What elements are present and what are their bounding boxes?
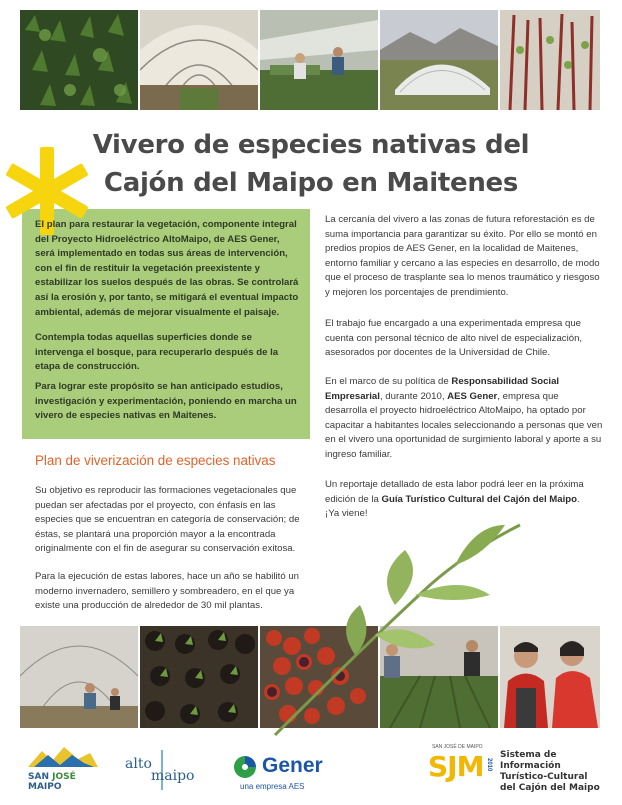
right-paragraph-3 <box>325 375 603 463</box>
sanjose-line-2: JOSÉ <box>52 772 76 782</box>
photo-potted-seedlings <box>140 626 258 728</box>
right-p4-text-a: Un reportaje detallado de esta labor podrá leer en la próxima edición de la <box>325 479 584 505</box>
section-paragraph-1: Su objetivo es reproducir las formaciones vegetacionales que puedan ser afectadas por el proyecto, con énfasis en las especies que se encuentran en categoría de conservación; de éstas, se plantará una proporción mayor a la encontrada originalmente con el fin de asegurar su conservación exitosa. <box>35 485 300 555</box>
sjm-line-3: del Cajón del Maipo <box>500 783 600 793</box>
altomaipo-maipo: maipo <box>151 768 195 784</box>
photo-seedling-trays <box>20 10 138 110</box>
mountain-icon <box>28 745 98 767</box>
sjm-line-2: Turístico-Cultural <box>500 772 588 782</box>
section-heading: Plan de viverización de especies nativas <box>35 453 276 468</box>
right-p3-text-e: , empresa que desarrolla el proyecto hidroeléctrico AltoMaipo, ha optado por capacitar a habitantes locales seleccionando a personas que ven en el vivero una oportunidad de surgimiento laboral y aporte a su ingreso familiar. <box>325 390 603 460</box>
right-p4-coming: ¡Ya viene! <box>325 508 368 520</box>
right-p3-rse: Responsabilidad Social Empresarial <box>325 376 560 402</box>
gener-swirl-icon <box>232 754 258 780</box>
photo-greenhouse-interior <box>140 10 258 110</box>
sjm-letters: SJM <box>428 750 484 783</box>
intro-paragraph-2: Contempla todas aquellas superficies donde se intervenga el bosque, para recuperarlo después de la etapa de construcción. <box>35 332 279 373</box>
photo-workers-greenhouse <box>260 10 378 110</box>
right-paragraph-2: El trabajo fue encargado a una experimentada empresa que cuenta con personal técnico de alto nivel de especialización, asesorados por docentes de la Universidad de Chile. <box>325 318 583 359</box>
sjm-year: 2010 <box>486 758 492 772</box>
sjm-line-1: Sistema de Información <box>500 750 561 771</box>
right-p3-text-c: , durante 2010, <box>379 390 448 402</box>
gener-name: Gener <box>262 754 323 777</box>
sanjose-line-1: SAN <box>28 772 49 782</box>
right-p4-text-c: . <box>577 493 580 505</box>
right-paragraph-1: La cercanía del vivero a las zonas de futura reforestación es de suma importancia para garantizar su éxito. Por ello se montó en predios propios de AES Gener, en la localidad de Maitenes, entorno familiar y cercano a las especies en desarrollo, de modo que el proceso de trasplante sea lo menos traumático y riesgoso y mejoren los porcentajes de prendimiento. <box>325 214 600 298</box>
sjm-logo <box>426 744 606 800</box>
photo-red-stems <box>500 10 600 110</box>
section-paragraph-2: Para la ejecución de estas labores, hace un año se habilitó un moderno invernadero, semillero y sombreadero, en el que ya existe una producción de alrededor de 30 mil plantas. <box>35 571 300 612</box>
right-p3-text-a: En el marco de su política de <box>325 376 452 387</box>
photo-greenhouse-exterior <box>380 10 498 110</box>
photo-greenhouse-workers <box>20 626 138 728</box>
aes-gener-logo <box>232 752 342 796</box>
title-line-1: Vivero de especies nativas del <box>92 130 530 160</box>
branch-decoration <box>255 505 525 745</box>
intro-paragraph-3: Para lograr este propósito se han anticipado estudios, investigación y experimentación, poniendo en marcha un vivero de especies nativas en Maitenes. <box>35 381 297 422</box>
intro-paragraph-1: El plan para restaurar la vegetación, componente integral del Proyecto Hidroeléctrico AltoMaipo, de AES Gener, será implementado en todas sus áreas de intervención, con el fin de restituir la vegetación preexistente y estabilizar los suelos después de las obras. Se controlará así la erosión y, por tanto, se mitigará el eventual impacto ambiental, además de mejorar visualmente el paisaje. <box>35 219 299 318</box>
gener-tagline: una empresa AES <box>240 782 305 791</box>
right-p4-guide: Guía Turístico Cultural del Cajón del Maipo <box>381 493 577 505</box>
sjm-small-text: SAN JOSÉ DE MAIPO <box>432 744 483 750</box>
san-jose-maipo-logo <box>28 745 98 797</box>
sanjose-line-3: MAIPO <box>28 782 62 792</box>
page-title <box>0 126 622 202</box>
title-line-2: Cajón del Maipo en Maitenes <box>103 168 519 198</box>
altomaipo-alto: alto <box>125 756 152 772</box>
right-p3-aes: AES Gener <box>447 390 498 402</box>
altomaipo-logo <box>125 748 205 792</box>
